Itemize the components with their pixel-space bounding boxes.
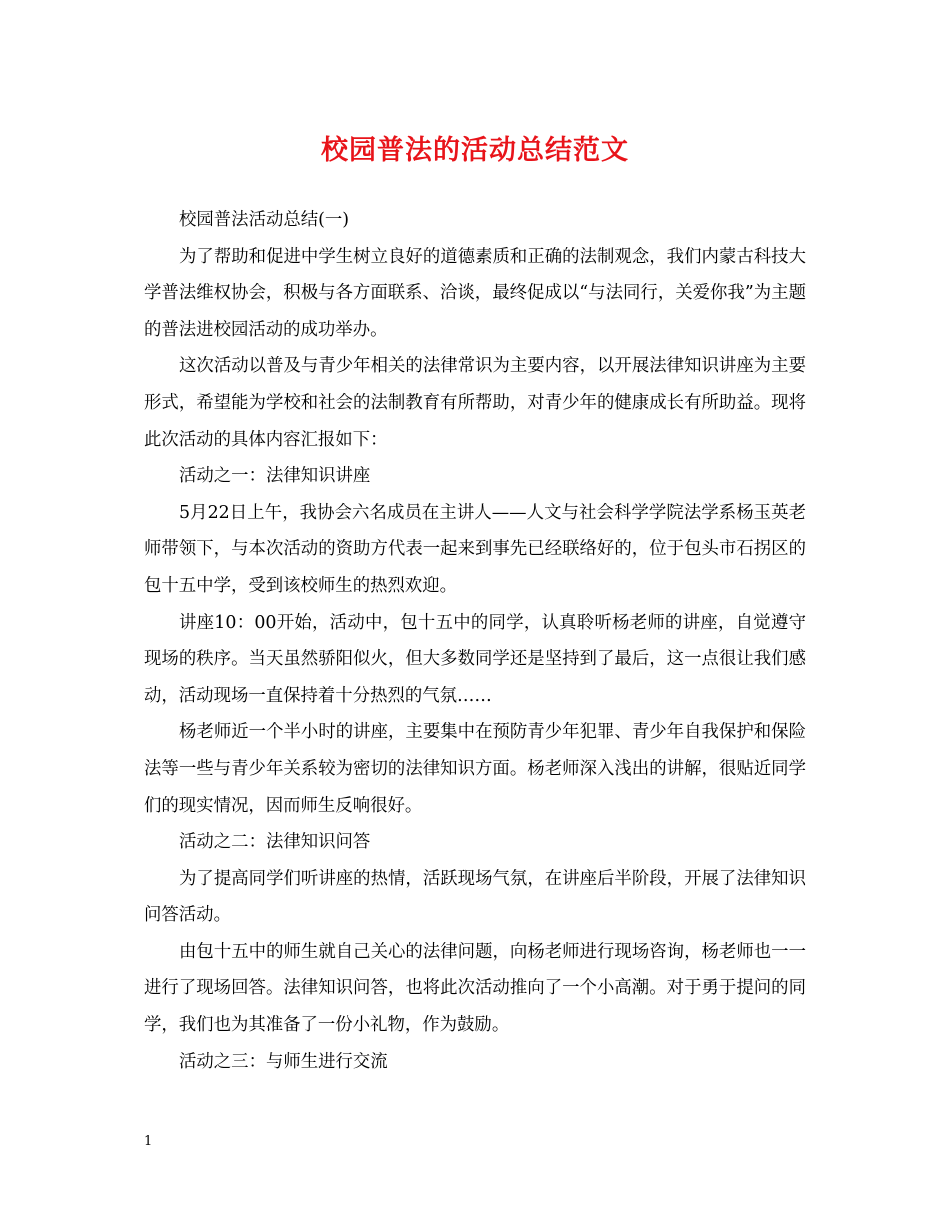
paragraph: 杨老师近一个半小时的讲座，主要集中在预防青少年犯罪、青少年自我保护和保险法等一些与青少年关系较为密切的法律知识方面。杨老师深入浅出的讲解，很贴近同学们的现实情况，因而师生反响很好。 bbox=[144, 722, 806, 816]
activity-heading: 活动之三：与师生进行交流 bbox=[179, 1051, 388, 1072]
section-heading: 校园普法活动总结(一) bbox=[179, 210, 350, 230]
paragraph: 为了帮助和促进中学生树立良好的道德素质和正确的法制观念，我们内蒙古科技大学普法维权协会，积极与各方面联系、洽谈，最终促成以“与法同行，关爱你我”为主题的普法进校园活动的成功举办。 bbox=[144, 246, 806, 340]
paragraph: 由包十五中的师生就自己关心的法律问题，向杨老师进行现场咨询，杨老师也一一进行了现场回答。法律知识问答，也将此次活动推向了一个小高潮。对于勇于提问的同学，我们也为其准备了一份小礼物，作为鼓励。 bbox=[144, 941, 806, 1036]
paragraph: 这次活动以普及与青少年相关的法律常识为主要内容，以开展法律知识讲座为主要形式，希望能为学校和社会的法制教育有所帮助，对青少年的健康成长有所助益。现将此次活动的具体内容汇报如下： bbox=[144, 356, 806, 450]
activity-heading: 活动之一：法律知识讲座 bbox=[179, 466, 371, 487]
document-title: 校园普法的活动总结范文 bbox=[321, 135, 629, 166]
paragraph: 5月22日上午，我协会六名成员在主讲人——人文与社会科学学院法学系杨玉英老师带领下，与本次活动的资助方代表一起来到事先已经联络好的，位于包头市石拐区的包十五中学，受到该校师生的热烈欢迎。 bbox=[144, 502, 806, 596]
page-number: 1 bbox=[144, 1134, 153, 1149]
paragraph: 为了提高同学们听讲座的热情，活跃现场气氛，在讲座后半阶段，开展了法律知识问答活动。 bbox=[144, 868, 806, 926]
document-body bbox=[144, 202, 806, 1080]
paragraph: 讲座10：00开始，活动中，包十五中的同学，认真聆听杨老师的讲座，自觉遵守现场的秩序。当天虽然骄阳似火，但大多数同学还是坚持到了最后，这一点很让我们感动，活动现场一直保持着十分热烈的气氛…… bbox=[144, 612, 806, 706]
activity-heading: 活动之二：法律知识问答 bbox=[179, 832, 371, 853]
